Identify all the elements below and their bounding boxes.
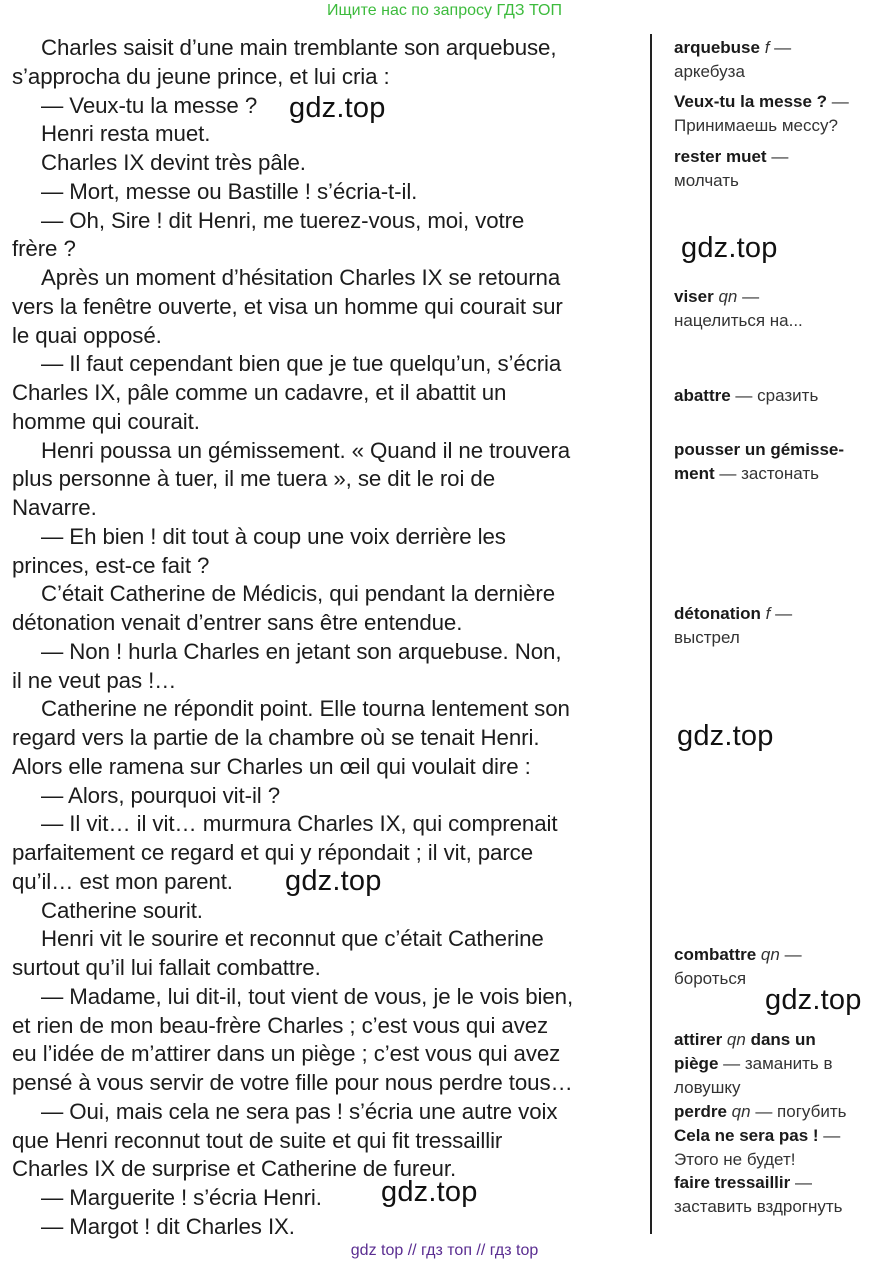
text-line: homme qui courait. [12, 408, 200, 434]
text-line: — Oh, Sire ! dit Henri, me tuerez-vous, moi, votre [41, 207, 525, 233]
gloss-term: faire tressaillir [674, 1173, 791, 1192]
gloss-grammar: qn [718, 287, 738, 306]
text-line: — Mort, messe ou Bastille ! s’écria-t-il. [41, 178, 418, 204]
text-line: frère ? [12, 236, 76, 262]
text-line: surtout qu’il lui fallait combattre. [12, 955, 321, 980]
gloss-entry-attirer-dans-un-piege [674, 1028, 884, 1100]
gloss-dash: — [779, 945, 802, 964]
gloss-translation: Этого не будет! [674, 1150, 796, 1169]
top-banner: Ищите нас по запросу ГДЗ ТОП [327, 2, 562, 19]
gloss-entry-arquebuse [674, 36, 884, 84]
text-line: — Eh bien ! dit tout à coup une voix derrière les [41, 523, 506, 549]
watermark: gdz.top [681, 232, 778, 264]
gloss-term: combattre [674, 945, 757, 964]
gloss-entry-veux-tu-la-messe [674, 90, 884, 138]
gloss-entry-viser [674, 285, 884, 333]
text-line: Après un moment d’hésitation Charles IX se retourna [41, 265, 561, 290]
text-line: — Oui, mais cela ne sera pas ! s’écria une autre voix [41, 1098, 558, 1124]
gloss-dash: — [790, 1173, 812, 1192]
gloss-term: Cela ne sera pas ! [674, 1126, 819, 1145]
gloss-translation: — сразить [735, 386, 819, 405]
text-line: Charles IX, pâle comme un cadavre, et il abattit un [12, 380, 507, 405]
gloss-dash: — [818, 1126, 841, 1145]
text-line: — Il vit… il vit… murmura Charles IX, qui comprenait [41, 811, 558, 837]
gloss-translation: выстрел [674, 628, 740, 647]
gloss-translation: — застонать [719, 464, 819, 483]
text-line: Navarre. [12, 495, 97, 520]
text-line: Charles IX de surprise et Catherine de fureur. [12, 1156, 457, 1182]
gloss-term: perdre [674, 1102, 727, 1121]
gloss-grammar: f [765, 604, 771, 623]
text-line: Henri poussa un gémissement. « Quand il ne trouvera [41, 437, 571, 463]
text-line: — Non ! hurla Charles en jetant son arquebuse. Non, [41, 638, 562, 664]
gloss-term: rester muet [674, 147, 767, 166]
gloss-entry-abattre [674, 384, 884, 408]
text-line: Alors elle ramena sur Charles un œil qui voulait dire : [12, 753, 531, 779]
text-line: plus personne à tuer, il me tuera », se dit le roi de [12, 466, 496, 492]
gloss-term: abattre [674, 386, 731, 405]
gloss-term-continued: ment [674, 464, 715, 483]
text-line: détonation venait d’entrer sans être entendue. [12, 610, 463, 635]
gloss-translation: молчать [674, 171, 739, 190]
gloss-dash: — [827, 92, 849, 111]
text-line: pensé à vous servir de votre fille pour nous perdre tous… [12, 1070, 573, 1095]
gloss-term: pousser un gémisse- [674, 440, 845, 459]
column-divider [650, 34, 652, 1234]
text-line: Charles IX devint très pâle. [41, 150, 306, 175]
text-line: — Marguerite ! s’écria Henri. [41, 1185, 322, 1210]
watermark: gdz.top [285, 865, 382, 897]
footer-links: gdz top // гдз топ // гдз top [350, 1242, 539, 1259]
gloss-dash: — [766, 147, 789, 166]
text-line: Catherine ne répondit point. Elle tourna lentement son [41, 696, 570, 722]
text-line: que Henri reconnut tout de suite et qui fit tressaillir [12, 1127, 503, 1153]
gloss-entry-rester-muet [674, 145, 884, 193]
gloss-grammar: qn [760, 945, 780, 964]
gloss-term: Veux-tu la messe ? [674, 92, 828, 111]
gloss-term: arquebuse [674, 38, 760, 57]
gloss-term: attirer [674, 1030, 723, 1049]
text-line: qu’il… est mon parent. [12, 868, 233, 894]
text-line: — Alors, pourquoi vit-il ? [41, 782, 281, 808]
gloss-translation: нацелиться на... [674, 311, 803, 330]
text-line: princes, est-ce fait ? [12, 552, 210, 578]
text-line: — Il faut cependant bien que je tue quelqu’un, s’écria [41, 351, 562, 377]
text-line: parfaitement ce regard et qui y répondait ; il vit, parce [12, 840, 534, 865]
watermark: gdz.top [677, 720, 774, 752]
gloss-term-continued: dans un [750, 1030, 816, 1049]
text-line: s’approcha du jeune prince, et lui cria : [12, 63, 390, 89]
text-line: — Margot ! dit Charles IX. [41, 1213, 295, 1239]
gloss-dash: — [769, 38, 792, 57]
gloss-translation: заставить вздрогнуть [674, 1197, 843, 1216]
gloss-term-continued: piège [674, 1054, 719, 1073]
watermark: gdz.top [765, 984, 862, 1016]
text-line: vers la fenêtre ouverte, et visa un homme qui courait sur [12, 293, 563, 319]
text-line: Catherine sourit. [41, 897, 203, 923]
gloss-entry-cela-ne-sera-pas [674, 1124, 884, 1172]
gloss-translation: бороться [674, 969, 747, 988]
gloss-dash: — [737, 287, 760, 306]
watermark: gdz.top [381, 1176, 478, 1208]
gloss-translation: — погубить [755, 1102, 847, 1121]
main-text-column [12, 34, 637, 1242]
text-line: il ne veut pas !… [12, 667, 177, 693]
gloss-dash: — [770, 604, 793, 623]
gloss-grammar: f [764, 38, 770, 57]
text-line: Henri vit le sourire et reconnut que c’était Catherine [41, 926, 544, 952]
gloss-entry-detonation [674, 602, 884, 650]
text-line: Charles saisit d’une main tremblante son arquebuse, [41, 35, 557, 60]
gloss-entry-perdre [674, 1100, 884, 1124]
gloss-translation: аркебуза [674, 62, 745, 81]
gloss-translation-continued: ловушку [674, 1078, 741, 1097]
gloss-translation: — заманить в [723, 1054, 833, 1073]
gloss-entry-pousser-un-gemissement [674, 438, 884, 486]
text-line: C’était Catherine de Médicis, qui pendant la dernière [41, 581, 556, 607]
text-line: Henri resta muet. [41, 121, 211, 147]
text-line: eu l’idée de m’attirer dans un piège ; c’est vous qui avez [12, 1041, 561, 1067]
gloss-grammar: qn [726, 1030, 746, 1049]
gloss-term: viser [674, 287, 714, 306]
gloss-entry-faire-tressaillir [674, 1171, 884, 1219]
watermark: gdz.top [289, 92, 386, 124]
gloss-term: détonation [674, 604, 761, 623]
text-line: — Veux-tu la messe ? [41, 92, 258, 118]
text-line: et rien de mon beau-frère Charles ; c’est vous qui avez [12, 1012, 549, 1038]
text-line: regard vers la partie de la chambre où se tenait Henri. [12, 725, 540, 750]
text-line: le quai opposé. [12, 322, 162, 348]
gloss-translation: Принимаешь мессу? [674, 116, 838, 135]
text-line: — Madame, lui dit-il, tout vient de vous, je le vois bien, [41, 983, 574, 1009]
gloss-grammar: qn [731, 1102, 751, 1121]
